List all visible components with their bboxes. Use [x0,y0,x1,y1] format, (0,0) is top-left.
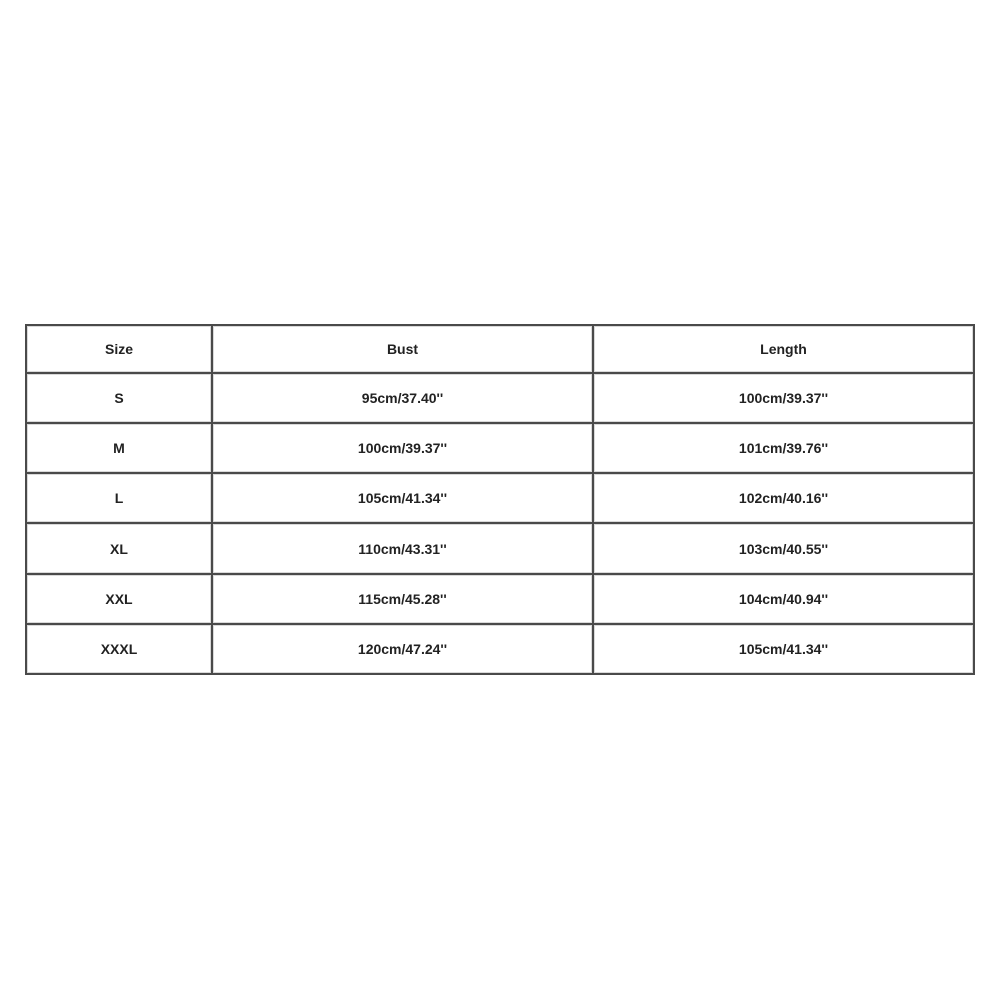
cell-size: M [26,423,212,473]
cell-length: 103cm/40.55'' [593,523,974,573]
cell-length: 102cm/40.16'' [593,473,974,523]
cell-length: 100cm/39.37'' [593,373,974,423]
table-header-row [26,325,974,373]
cell-length: 101cm/39.76'' [593,423,974,473]
header-size: Size [26,325,212,373]
cell-size: XL [26,523,212,573]
header-length: Length [593,325,974,373]
cell-size: XXXL [26,624,212,674]
cell-bust: 100cm/39.37'' [212,423,593,473]
cell-bust: 115cm/45.28'' [212,574,593,624]
cell-length: 104cm/40.94'' [593,574,974,624]
cell-size: L [26,473,212,523]
table-row [26,373,974,423]
cell-size: S [26,373,212,423]
table-row [26,423,974,473]
size-chart-table [25,324,975,675]
cell-bust: 110cm/43.31'' [212,523,593,573]
header-bust: Bust [212,325,593,373]
table-row [26,624,974,674]
cell-size: XXL [26,574,212,624]
table-row [26,473,974,523]
cell-length: 105cm/41.34'' [593,624,974,674]
table-row [26,574,974,624]
table-row [26,523,974,573]
cell-bust: 105cm/41.34'' [212,473,593,523]
cell-bust: 120cm/47.24'' [212,624,593,674]
cell-bust: 95cm/37.40'' [212,373,593,423]
